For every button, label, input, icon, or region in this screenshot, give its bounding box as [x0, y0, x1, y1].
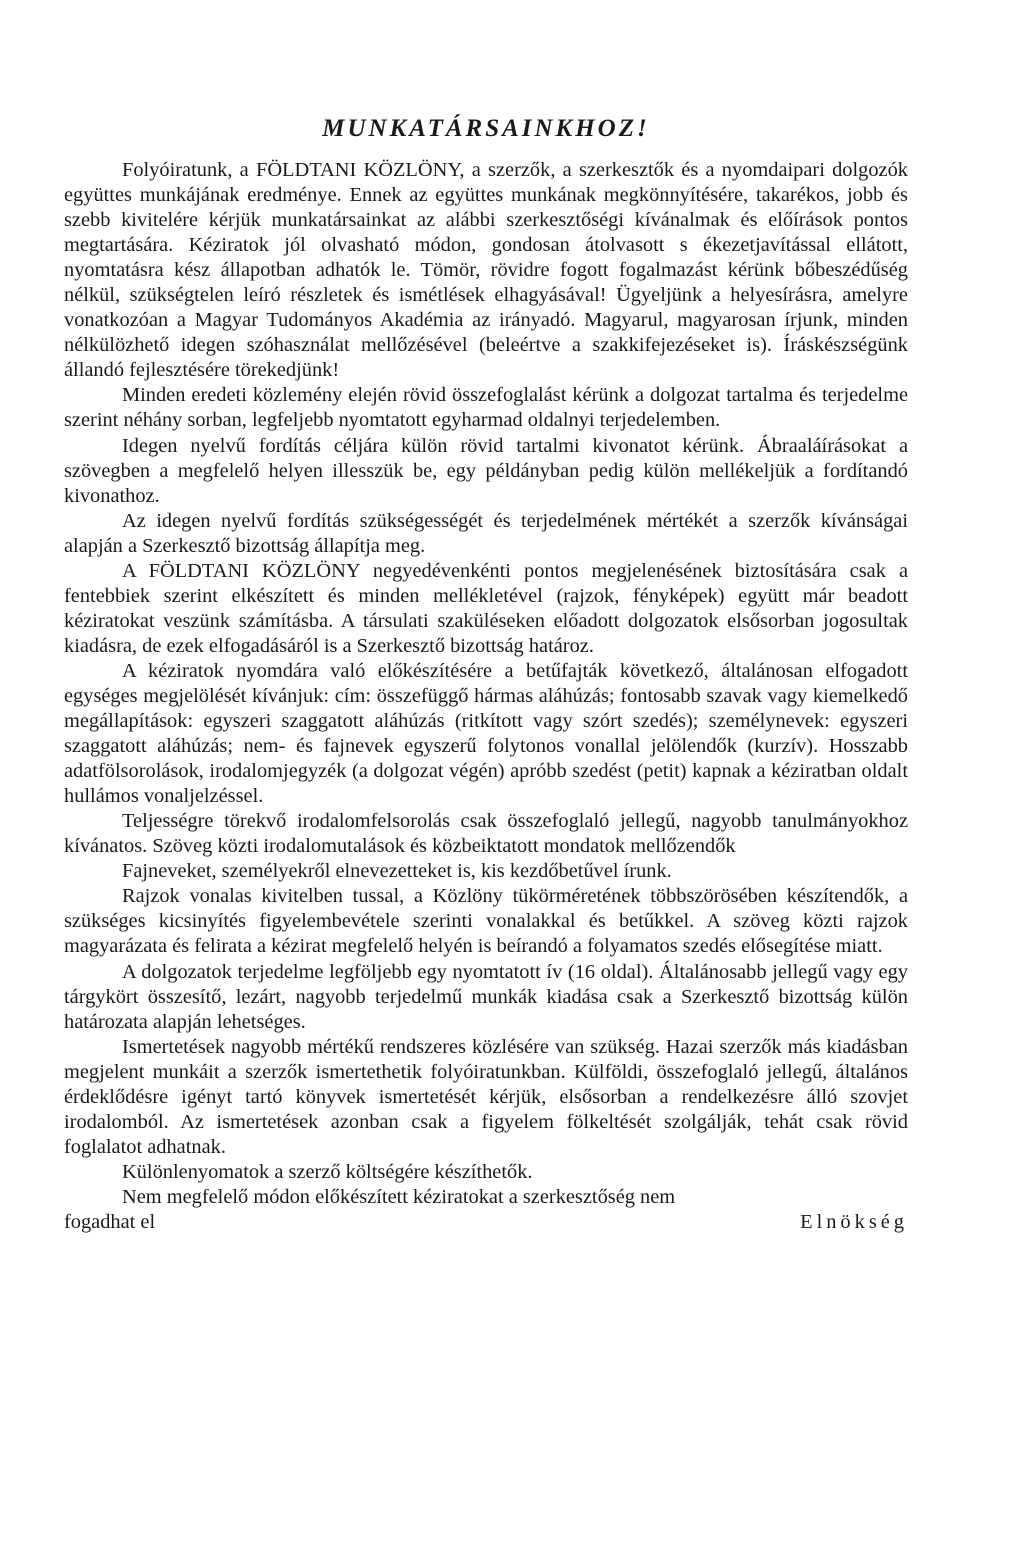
paragraph-reviews: Ismertetések nagyobb mértékű rendszeres közlésére van szükség. Hazai szerzők más kiadásban megjelent munkáit a szerzők ismertethetik folyóiratunkban. Külföldi, összefoglaló jellegű, általános érdeklődésre igényt tartó könyvek ismertetését kérjük, elsősorban a rendelkezésre álló szovjet irodalomból. Az ismertetések azonban csak a figyelem fölkeltését szolgálják, tehát csak rövid foglalatot adhatnak.: [64, 1035, 908, 1158]
paragraph-intro: Folyóiratunk, a FÖLDTANI KÖZLÖNY, a szerzők, a szerkesztők és a nyomdaipari dolgozók együttes munkájának eredménye. Ennek az együttes munkának megkönnyítésére, takarékos, jobb és szebb kivitelére kérjük munkatársainkat az alábbi szerkesztőségi kívánalmak és előírások pontos megtartására. Kéziratok jól olvasható módon, gondosan átolvasott s ékezetjavítással ellátott, nyomtatásra kész állapotban adhatók le. Tömör, rövidre fogott fogalmazást kérünk bőbeszédűség nélkül, szükségtelen leíró részletek és ismétlések elhagyásával! Ügyeljünk a helyesírásra, amelyre vonatkozóan a Magyar Tudományos Akadémia az irányadó. Magyarul, magyarosan írjunk, minden nélkülözhető idegen szóhasználat mellőzésével (beleértve a szakkifejezéseket is). Íráskészségünk állandó fejlesztésére törekedjünk!: [64, 159, 908, 382]
paragraph-length: A dolgozatok terjedelme legföljebb egy nyomtatott ív (16 oldal). Általánosabb jellegű vagy egy tárgykört összesítő, lezárt, nagyobb terjedelmű munkák kiadása csak a Szerkesztő bizottság külön határozata alapján lehetséges.: [64, 960, 908, 1033]
paragraph-offprints: Különlenyomatok a szerző költségére készíthetők.: [122, 1160, 533, 1183]
signature: Elnökség: [800, 1210, 908, 1233]
paragraph-species-names: Fajneveket, személyekről elnevezetteket is, kis kezdőbetűvel írunk.: [122, 860, 672, 883]
document-body: [64, 158, 908, 1235]
paragraph-improper-manuscripts: Nem megfelelő módon előkészített kéziratokat a szerkesztőség nem: [122, 1185, 676, 1208]
closing-row: [64, 1210, 908, 1235]
document-page: [64, 112, 908, 1235]
paragraph-translation-extent: Az idegen nyelvű fordítás szükségességét és terjedelmének mértékét a szerzők kívánságai alapján a Szerkesztő bizottság állapítja meg.: [64, 509, 908, 557]
closing-text: fogadhat el: [64, 1210, 156, 1233]
paragraph-typography: A kéziratok nyomdára való előkészítésére a betűfajták következő, általánosan elfogadott egységes megjelölését kívánjuk: cím: összefüggő hármas aláhúzás; fontosabb szavak vagy kiemelkedő megállapítások: egyszeri szaggatott aláhúzás (ritkított vagy szórt szedés); személynevek: egyszeri szaggatott aláhúzás; nem- és fajnevek egyszerű folytonos vonallal jelölendők (kurzív). Hosszabb adatfölsorolások, irodalomjegyzék (a dolgozat végén) apróbb szedést (petit) kapnak a kéziratban oldalt hullámos vonaljelzéssel.: [64, 659, 908, 808]
document-title: MUNKATÁRSAINKHOZ!: [322, 115, 650, 142]
paragraph-translation: Idegen nyelvű fordítás céljára külön rövid tartalmi kivonatot kérünk. Ábraaláírásokat a szövegben a megfelelő helyen illesszük be, egy példányban pedig külön mellékeljük a fordítandó kivonathoz.: [64, 434, 908, 507]
paragraph-publication: A FÖLDTANI KÖZLÖNY negyedévenkénti pontos megjelenésének biztosítására csak a fentebbiek szerint elkészített és minden mellékletével (rajzok, fényképek) együtt már beadott kéziratokat veszünk számításba. A társulati szaküléseken előadott dolgozatok elsősorban jogosultak kiadásra, de ezek elfogadásáról is a Szerkesztő bizottság határoz.: [64, 559, 908, 657]
paragraph-drawings: Rajzok vonalas kivitelben tussal, a Közlöny tükörméretének többszörösében készítendők, a szükséges kicsinyítés figyelembevétele szerinti vonalakkal és betűkkel. A szöveg közti rajzok magyarázata és felirata a kézirat megfelelő helyén is beírandó a folyamatos szedés elősegítése miatt.: [64, 885, 908, 958]
paragraph-bibliography: Teljességre törekvő irodalomfelsorolás csak összefoglaló jellegű, nagyobb tanulmányokhoz kívánatos. Szöveg közti irodalomutalások és közbeiktatott mondatok mellőzendők: [64, 810, 908, 858]
paragraph-summary: Minden eredeti közlemény elején rövid összefoglalást kérünk a dolgozat tartalma és terjedelme szerint néhány sorban, legfeljebb nyomtatott egyharmad oldalnyi terjedelemben.: [64, 384, 908, 432]
